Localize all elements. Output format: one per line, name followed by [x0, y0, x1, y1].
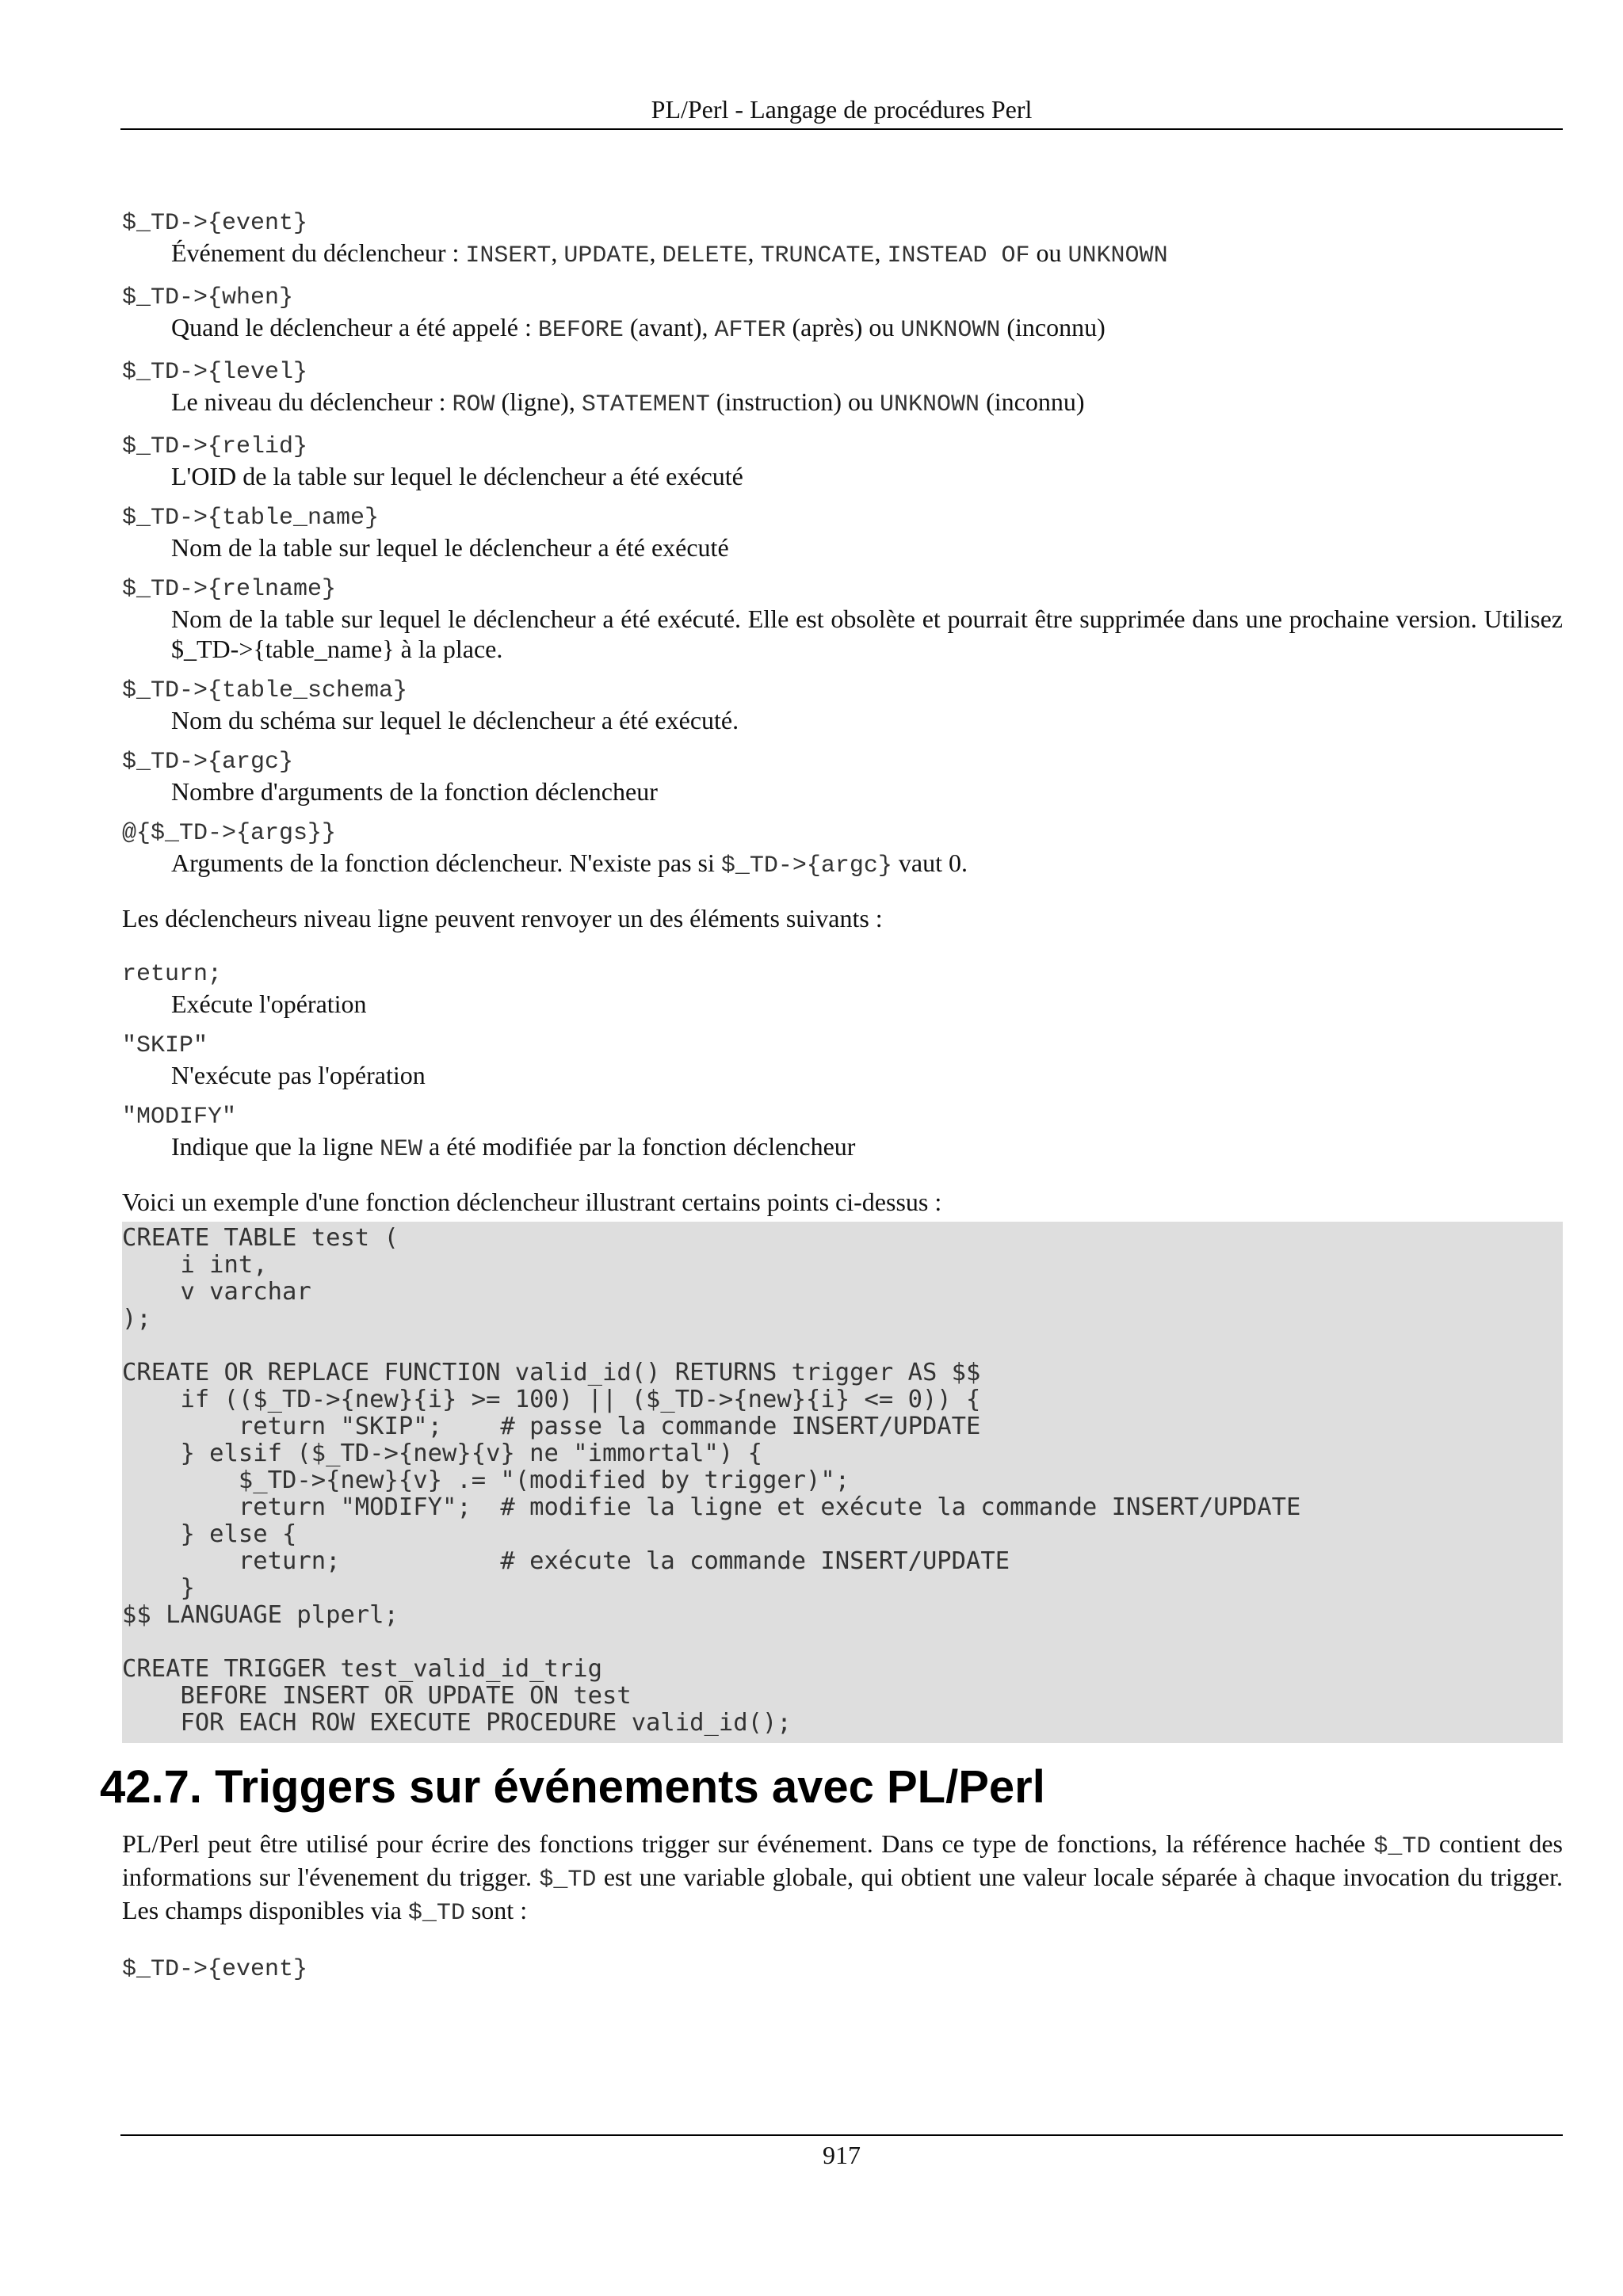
- td-field-description-code: TRUNCATE: [760, 242, 875, 269]
- section-paragraph-text: sont :: [464, 1896, 528, 1924]
- example-intro: Voici un exemple d'une fonction déclencheur illustrant certains points ci-dessus :: [122, 1188, 942, 1216]
- page-content: [100, 209, 1564, 1984]
- td-field-description-text: Événement du déclencheur :: [171, 238, 466, 267]
- trigger-data-fields-list: [122, 209, 1563, 881]
- return-value-description-code: NEW: [380, 1136, 423, 1163]
- td-field-term: @{$_TD->{args}}: [122, 820, 337, 847]
- return-value-description: [122, 1060, 1563, 1090]
- td-field-entry: [122, 209, 1563, 271]
- td-field-entry: [122, 358, 1563, 420]
- section-paragraph-code: $_TD: [539, 1867, 597, 1894]
- section-paragraph-text: PL/Perl peut être utilisé pour écrire des fonctions trigger sur événement. Dans ce type de fonctions, la référence hachée: [122, 1829, 1374, 1858]
- td-field-description-text: ,: [551, 238, 564, 267]
- td-field-entry: [122, 748, 1563, 807]
- td-field-description: [122, 776, 1563, 807]
- return-value-description: [122, 989, 1563, 1019]
- td-field-description: [122, 705, 1563, 735]
- td-field-description-text: Nom de la table sur lequel le déclencheur a été exécuté: [171, 533, 729, 562]
- td-field-entry: [122, 677, 1563, 735]
- section-heading: 42.7. Triggers sur événements avec PL/Perl: [100, 1761, 1045, 1813]
- td-field-description-code: BEFORE: [537, 317, 624, 344]
- td-field-description-code: AFTER: [714, 317, 786, 344]
- page-number: 917: [120, 2134, 1563, 2171]
- code-example: CREATE TABLE test ( i int, v varchar ); CREATE OR REPLACE FUNCTION valid_id() RETURNS trigger AS $$ if (($_TD->{new}{i} >= 100) || ($_TD->{new}{i} <= 0)) { return "SKIP"; # passe la commande INSERT/UPDATE } elsif ($_TD->{new}{v} ne "immortal") { $_TD->{new}{v} .= "(modified by trigger)"; return "MODIFY"; # modifie la ligne et exécute la commande INSERT/UPDATE } else { return; # exécute la commande INSERT/UPDATE } $$ LANGUAGE plperl; CREATE TRIGGER test_valid_id_trig BEFORE INSERT OR UPDATE ON test FOR EACH ROW EXECUTE PROCEDURE valid_id();: [122, 1222, 1563, 1743]
- return-value-entry: [122, 1103, 1563, 1165]
- td-field-entry: [122, 504, 1563, 563]
- td-field-term: $_TD->{when}: [122, 284, 294, 311]
- td-field-description: [122, 848, 1563, 881]
- td-field-description-code: UNKNOWN: [900, 317, 1001, 344]
- return-value-entry: [122, 960, 1563, 1019]
- section-paragraph-code: $_TD: [1373, 1833, 1431, 1860]
- td-field-description-text: L'OID de la table sur lequel le déclencheur a été exécuté: [171, 462, 743, 490]
- td-field-description-text: (inconnu): [1000, 313, 1106, 341]
- td-field-description: [122, 238, 1563, 271]
- td-field-term: $_TD->{table_name}: [122, 505, 380, 532]
- td-field-description-code: DELETE: [662, 242, 748, 269]
- section-paragraph-text: est une variable globale, qui obtient une valeur locale séparée à chaque invocation du trigger. Les champs disponibles via: [122, 1863, 1564, 1924]
- td-field-term: $_TD->{relid}: [122, 433, 308, 460]
- td-field-term: $_TD->{relname}: [122, 576, 337, 603]
- td-field-description-code: UPDATE: [563, 242, 650, 269]
- td-field-description-text: ,: [649, 238, 663, 267]
- td-field-description-text: (ligne),: [495, 387, 582, 416]
- td-field-description-code: UNKNOWN: [880, 391, 980, 418]
- td-field-description-text: (inconnu): [980, 387, 1085, 416]
- td-field-description-text: Nom de la table sur lequel le déclencheur a été exécuté. Elle est obsolète et pourrait être supprimée dans une prochaine version. Utilisez $_TD->{table_name} à la place.: [171, 605, 1563, 663]
- return-value-description-text: N'exécute pas l'opération: [171, 1061, 426, 1089]
- td-field-description-text: (après) ou: [785, 313, 901, 341]
- td-field-description: [122, 532, 1563, 563]
- td-field-term: $_TD->{event}: [122, 210, 308, 237]
- page-header: PL/Perl - Langage de procédures Perl: [120, 93, 1563, 130]
- td-field-description-text: Arguments de la fonction déclencheur. N'existe pas si: [171, 849, 721, 877]
- td-field-description-text: (instruction) ou: [709, 387, 880, 416]
- return-value-description: [122, 1131, 1563, 1165]
- td-field-description-code: UNKNOWN: [1067, 242, 1168, 269]
- td-field-description-text: (avant),: [623, 313, 715, 341]
- td-field-term: $_TD->{level}: [122, 359, 308, 386]
- return-value-term: "SKIP": [122, 1032, 208, 1059]
- td-field-entry: [122, 433, 1563, 491]
- td-field-entry: [122, 284, 1563, 345]
- td-field-description-code: $_TD->{argc}: [720, 852, 892, 879]
- td-field-description-code: STATEMENT: [581, 391, 710, 418]
- return-value-description-text: Exécute l'opération: [171, 990, 367, 1018]
- td-field-description-code: INSERT: [465, 242, 552, 269]
- td-field-term: $_TD->{table_schema}: [122, 677, 408, 704]
- section-paragraph: [122, 1829, 1563, 1928]
- td-field-description: [122, 461, 1563, 491]
- td-field-description-code: ROW: [452, 391, 495, 418]
- return-value-description-text: Indique que la ligne: [171, 1132, 380, 1161]
- td-field-description-text: ,: [747, 238, 761, 267]
- td-field-description-text: Le niveau du déclencheur :: [171, 387, 453, 416]
- td-field-description-text: Nom du schéma sur lequel le déclencheur a été exécuté.: [171, 706, 739, 734]
- return-values-intro: Les déclencheurs niveau ligne peuvent renvoyer un des éléments suivants :: [122, 904, 883, 933]
- section-paragraph-code: $_TD: [407, 1900, 465, 1927]
- td-field-term: $_TD->{argc}: [122, 749, 294, 776]
- return-value-entry: [122, 1032, 1563, 1090]
- return-value-term: "MODIFY": [122, 1104, 237, 1131]
- event-field-term: $_TD->{event}: [122, 1956, 308, 1983]
- td-field-description-text: Quand le déclencheur a été appelé :: [171, 313, 538, 341]
- td-field-entry: [122, 819, 1563, 881]
- td-field-description-text: Nombre d'arguments de la fonction déclencheur: [171, 777, 658, 806]
- td-field-description-text: ,: [874, 238, 888, 267]
- section-paragraph-text: contient des informations sur l'évenement du trigger.: [122, 1829, 1564, 1891]
- td-field-description-text: ou: [1029, 238, 1068, 267]
- td-field-description: [122, 312, 1563, 345]
- return-values-list: [122, 960, 1563, 1165]
- return-value-description-text: a été modifiée par la fonction déclencheur: [422, 1132, 856, 1161]
- return-value-term: return;: [122, 961, 223, 988]
- td-field-description: [122, 387, 1563, 420]
- td-field-description-code: INSTEAD OF: [887, 242, 1030, 269]
- td-field-description: [122, 604, 1563, 664]
- td-field-description-text: vaut 0.: [892, 849, 968, 877]
- td-field-entry: [122, 575, 1563, 664]
